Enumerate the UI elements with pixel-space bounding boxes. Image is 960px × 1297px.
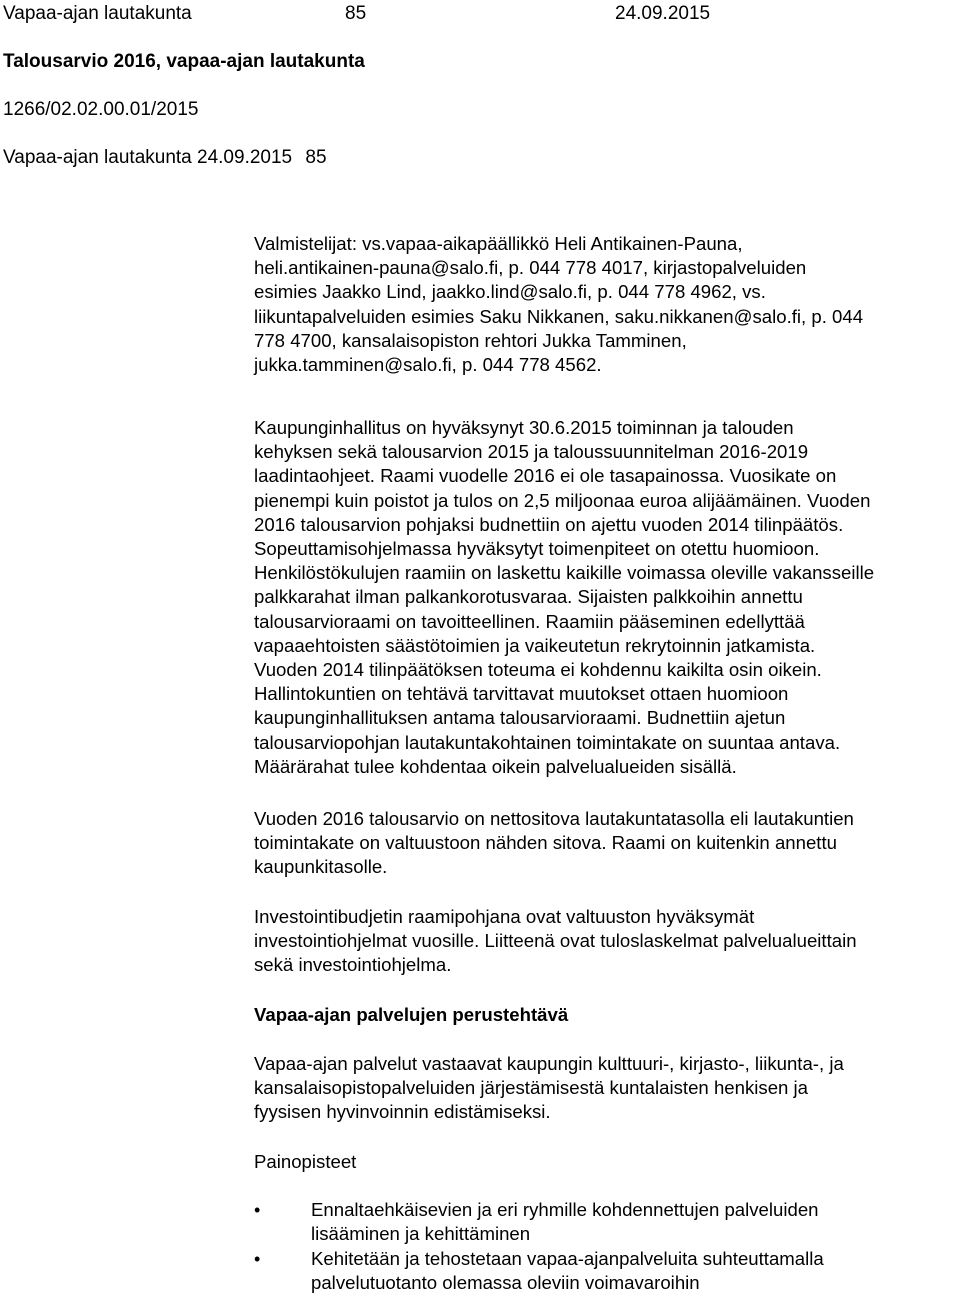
bullet-text xyxy=(311,1247,960,1295)
paragraph-line: kaupunkitasolle. xyxy=(254,856,388,878)
paragraph-line: talousarviopohjan lautakuntakohtainen toimintakate on suuntaa antava. xyxy=(254,731,841,753)
preparers-line: heli.antikainen-pauna@salo.fi, p. 044 778 4017, kirjastopalveluiden xyxy=(254,257,807,279)
preparers-line: esimies Jaakko Lind, jaakko.lind@salo.fi, p. 044 778 4962, vs. xyxy=(254,281,766,303)
paragraph-line: fyysisen hyvinvoinnin edistämiseksi. xyxy=(254,1101,551,1123)
paragraph-line: toimintakate on valtuustoon nähden sitova. Raami on kuitenkin annettu xyxy=(254,832,837,854)
paragraph-line: Sopeuttamisohjelmassa hyväksytyt toimenpiteet on otettu huomioon. xyxy=(254,538,820,560)
preparers-line: 778 4700, kansalaisopiston rehtori Jukka Tamminen, xyxy=(254,329,687,351)
paragraph-budget-guidelines xyxy=(254,416,960,779)
paragraph-line: kehyksen sekä talousarvion 2015 ja taloussuunnitelman 2016-2019 xyxy=(254,441,809,463)
paragraph-line: sekä investointiohjelma. xyxy=(254,954,452,976)
paragraph-line: palkkarahat ilman palkankorotusvaraa. Sijaisten palkkoihin annettu xyxy=(254,586,803,608)
meeting-committee-date: Vapaa-ajan lautakunta 24.09.2015 xyxy=(3,147,293,168)
preparers-line: Valmistelijat: vs.vapaa-aikapäällikkö Heli Antikainen-Pauna, xyxy=(254,233,743,254)
paragraph-line: 2016 talousarvion pohjaksi budnettiin on ajettu vuoden 2014 tilinpäätös. xyxy=(254,513,844,535)
section-heading: Vapaa-ajan palvelujen perustehtävä xyxy=(254,1004,569,1025)
paragraph-line: Vuoden 2016 talousarvio on nettositova lautakuntatasolla eli lautakuntien xyxy=(254,808,854,829)
paragraph-line: Määrärahat tulee kohdentaa oikein palvelualueiden sisällä. xyxy=(254,755,737,777)
paragraph-net-binding xyxy=(254,807,960,880)
header-date: 24.09.2015 xyxy=(615,3,711,24)
record-number: 1266/02.02.00.01/2015 xyxy=(3,99,199,120)
priorities-heading: Painopisteet xyxy=(254,1151,357,1172)
paragraph-line: talousarvioraami on tavoitteellinen. Raamiin pääseminen edellyttää xyxy=(254,610,805,632)
bullet-icon: • xyxy=(254,1200,261,1220)
preparers-line: liikuntapalveluiden esimies Saku Nikkanen, saku.nikkanen@salo.fi, p. 044 xyxy=(254,305,864,327)
bullet-line: Ennaltaehkäisevien ja eri ryhmille kohdennettujen palveluiden xyxy=(311,1199,819,1220)
bullet-line: Kehitetään ja tehostetaan vapaa-ajanpalveluita suhteuttamalla xyxy=(311,1248,824,1269)
paragraph-basic-task xyxy=(254,1052,960,1125)
paragraph-line: investointiohjelmat vuosille. Liitteenä ovat tuloslaskelmat palvelualueittain xyxy=(254,930,857,952)
meeting-section: 85 xyxy=(305,147,327,168)
paragraph-line: pienempi kuin poistot ja tulos on 2,5 miljoonaa euroa alijäämäinen. Vuoden xyxy=(254,489,871,511)
paragraph-line: Vapaa-ajan palvelut vastaavat kaupungin kulttuuri-, kirjasto-, liikunta-, ja xyxy=(254,1053,844,1074)
list-item xyxy=(254,1198,960,1248)
paragraph-line: laadintaohjeet. Raami vuodelle 2016 ei ole tasapainossa. Vuosikate on xyxy=(254,465,837,487)
paragraph-line: Hallintokuntien on tehtävä tarvittavat muutokset ottaen huomioon xyxy=(254,683,789,705)
paragraph-line: Kaupunginhallitus on hyväksynyt 30.6.2015 toiminnan ja talouden xyxy=(254,417,794,438)
paragraph-line: vapaaehtoisten säästötoimien ja vaikeutetun rekrytoinnin jatkamista. xyxy=(254,634,816,656)
paragraph-line: Investointibudjetin raamipohjana ovat valtuuston hyväksymät xyxy=(254,906,755,927)
bullet-line: lisääminen ja kehittäminen xyxy=(311,1223,531,1245)
document-title: Talousarvio 2016, vapaa-ajan lautakunta xyxy=(3,51,365,72)
paragraph-investments xyxy=(254,905,960,978)
header-section-number: 85 xyxy=(345,3,367,24)
paragraph-line: Vuoden 2014 tilinpäätöksen toteuma ei kohdennu kaikilta osin oikein. xyxy=(254,659,822,681)
bullet-line: palvelutuotanto olemassa oleviin voimavaroihin xyxy=(311,1272,700,1294)
bullet-text xyxy=(311,1198,960,1246)
list-item xyxy=(254,1247,960,1297)
preparers-line: jukka.tamminen@salo.fi, p. 044 778 4562. xyxy=(254,354,602,376)
paragraph-line: kaupunginhallituksen antama talousarvioraami. Budnettiin ajetun xyxy=(254,707,786,729)
bullet-icon: • xyxy=(254,1249,261,1269)
paragraph-line: Henkilöstökulujen raamiin on laskettu kaikille voimassa oleville vakansseille xyxy=(254,562,875,584)
paragraph-line: kansalaisopistopalveluiden järjestämisestä kuntalaisten henkisen ja xyxy=(254,1077,809,1099)
preparers-block xyxy=(254,232,960,377)
meeting-reference xyxy=(3,146,327,170)
header-committee: Vapaa-ajan lautakunta xyxy=(3,3,192,24)
